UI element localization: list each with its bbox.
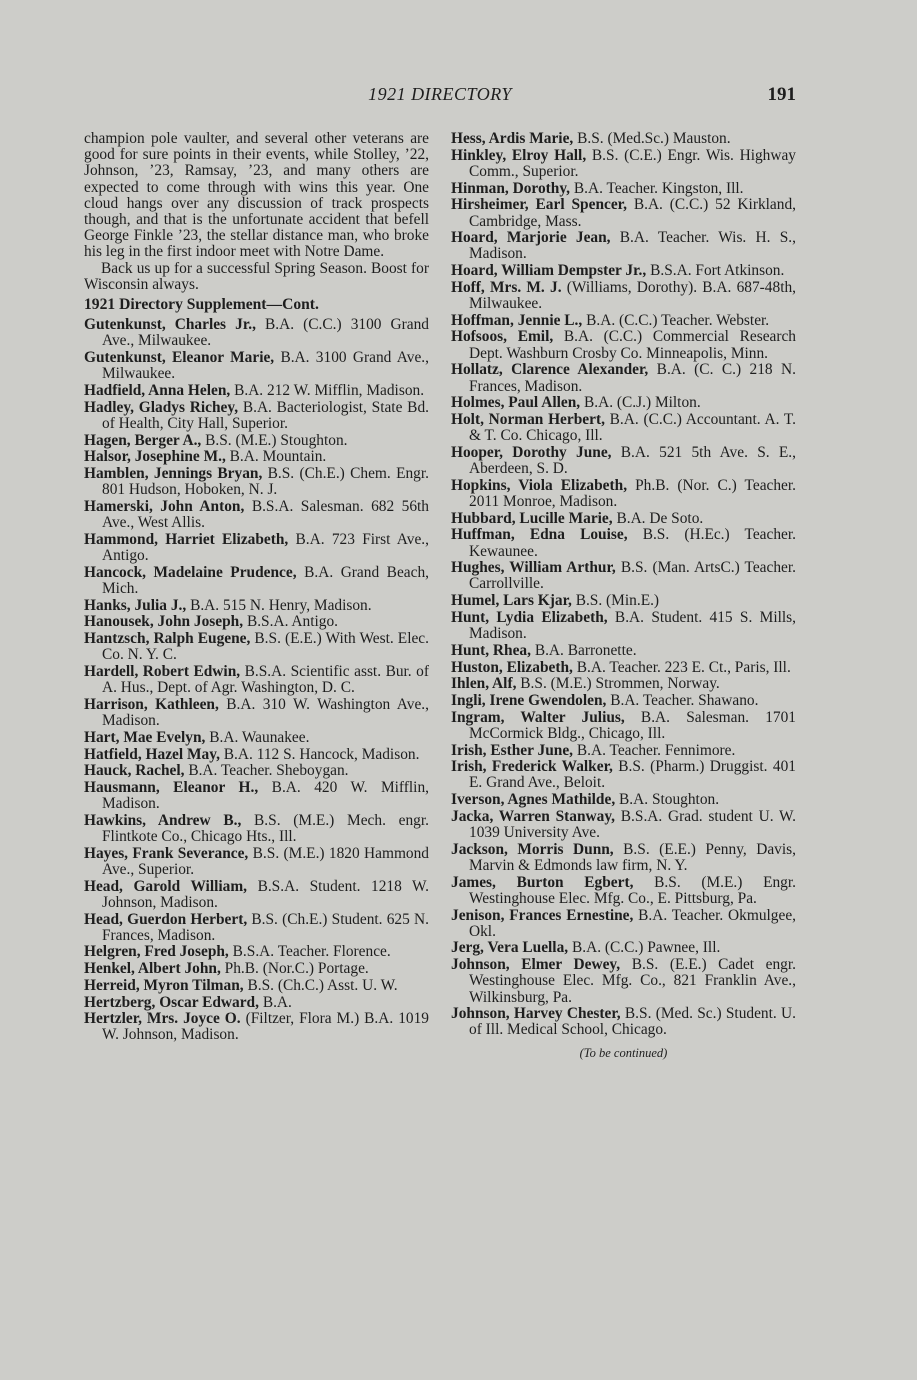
- directory-entry: [451, 759, 796, 791]
- entry-name: Gutenkunst, Eleanor Marie,: [84, 349, 275, 367]
- directory-entry: [451, 792, 796, 808]
- entry-details: B.S.A. Grad. student U. W. 1039 University Ave.: [469, 807, 796, 842]
- entry-details: B.A. (C.C.) Commercial Research Dept. Washburn Crosby Co. Minneapolis, Minn.: [469, 328, 797, 362]
- directory-entry: [451, 329, 796, 361]
- directory-entry: [84, 664, 429, 696]
- entry-details: B.S. (M.E.) Engr. Westinghouse Elec. Mfg. Co., E. Pittsburg, Pa.: [469, 873, 796, 907]
- entry-details: B.A. (C.C.) 3100 Grand Ave., Milwaukee.: [102, 316, 429, 350]
- directory-entry: [451, 610, 796, 642]
- entry-name: Hadfield, Anna Helen,: [84, 382, 231, 400]
- entry-name: Hausmann, Eleanor H.,: [84, 778, 259, 796]
- entry-details: Ph.B. (Nor.C.) Portage.: [220, 960, 369, 978]
- entry-name: Hamblen, Jennings Bryan,: [84, 465, 263, 483]
- directory-entry: [451, 560, 796, 592]
- directory-entry: [84, 565, 429, 597]
- entry-name: Hess, Ardis Marie,: [451, 130, 574, 147]
- entry-details: B.S. (M.E.) Mech. engr. Flintkote Co., Chicago Hts., Ill.: [102, 811, 429, 846]
- entry-name: Hardell, Robert Edwin,: [84, 663, 241, 680]
- entry-details: B.A.: [258, 993, 292, 1011]
- directory-entry: [84, 961, 429, 977]
- directory-entry: [451, 197, 796, 229]
- directory-entry: [451, 527, 796, 559]
- entry-details: B.A. 420 W. Mifflin, Madison.: [102, 778, 429, 813]
- entry-name: Huston, Elizabeth,: [451, 658, 573, 676]
- entry-details: B.A. Bacteriologist, State Bd. of Health, City Hall, Superior.: [102, 398, 429, 432]
- entry-details: B.A. 212 W. Mifflin, Madison.: [230, 382, 425, 400]
- entry-name: Herreid, Myron Tilman,: [84, 976, 244, 994]
- directory-entry: [451, 660, 796, 676]
- entry-details: B.A. Teacher. Kingston, Ill.: [570, 179, 744, 197]
- entry-name: Hoffman, Jennie L.,: [451, 311, 583, 329]
- continued-note: (To be continued): [579, 1045, 668, 1060]
- entry-details: B.A. Student. 415 S. Mills, Madison.: [469, 608, 796, 643]
- entry-name: Hanousek, John Joseph,: [84, 613, 244, 631]
- entry-name: Humel, Lars Kjar,: [451, 592, 572, 610]
- entry-name: Hoard, William Dempster Jr.,: [451, 262, 647, 280]
- entry-details: B.S. (M.E.) Stoughton.: [201, 431, 348, 449]
- entry-name: Hertzberg, Oscar Edward,: [84, 993, 259, 1011]
- entry-details: B.S.A. Antigo.: [243, 613, 339, 631]
- entry-details: B.A. (C.C.) Pawnee, Ill.: [568, 939, 721, 957]
- entry-name: Head, Garold William,: [84, 877, 248, 895]
- entry-details: B.S. (Ch.E.) Chem. Engr. 801 Hudson, Hoboken, N. J.: [102, 465, 429, 499]
- entry-details: B.A. 112 S. Hancock, Madison.: [219, 745, 420, 763]
- entry-details: B.A. Teacher. Shawano.: [606, 691, 759, 709]
- entry-name: Holmes, Paul Allen,: [451, 394, 581, 412]
- directory-entry: [84, 730, 429, 746]
- entry-details: B.S. (M.E.) Strommen, Norway.: [516, 675, 720, 693]
- entry-details: B.A. Teacher. Okmulgee, Okl.: [469, 906, 796, 940]
- entry-details: B.S.A. Teacher. Florence.: [228, 943, 391, 961]
- entry-details: B.A. (C.C.) 52 Kirkland, Cambridge, Mass.: [469, 196, 796, 230]
- directory-entry: [84, 780, 429, 812]
- entry-name: Hancock, Madelaine Prudence,: [84, 563, 297, 581]
- entry-details: B.A. (C.J.) Milton.: [580, 394, 701, 412]
- directory-entry: [451, 593, 796, 609]
- entry-name: Hoard, Marjorie Jean,: [451, 229, 611, 247]
- entry-details: B.S. (Ch.E.) Student. 625 N. Frances, Madison.: [102, 910, 429, 944]
- entry-details: B.S. (H.Ec.) Teacher. Kewaunee.: [469, 526, 796, 560]
- entry-name: Hunt, Lydia Elizabeth,: [451, 608, 608, 626]
- page-header: [84, 84, 796, 108]
- directory-entry: [84, 763, 429, 779]
- entry-name: Hertzler, Mrs. Joyce O.: [84, 1010, 241, 1028]
- entry-details: B.A. 723 First Ave., Antigo.: [102, 530, 430, 565]
- entry-details: B.S. (Med. Sc.) Student. U. of Ill. Medical School, Chicago.: [469, 1005, 796, 1039]
- entry-name: Hagen, Berger A.,: [84, 431, 202, 449]
- entry-name: Iverson, Agnes Mathilde,: [451, 791, 616, 809]
- directory-entry: [451, 809, 796, 841]
- entry-name: Jacka, Warren Stanway,: [451, 807, 616, 825]
- entry-details: B.S. (Min.E.): [571, 592, 660, 610]
- entry-name: Hammond, Harriet Elizabeth,: [84, 530, 289, 548]
- directory-entry: [451, 511, 796, 527]
- intro-paragraph: champion pole vaulter, and several other veterans are good for sure points in their events, while Stolley, ’22, Johnson, ’23, Ramsay, ’23, and many others are expected to come through with wins this year. One cloud hangs over any discussion of track prospects though, and that is the unfortunate accident that befell George Finkle ’23, the stellar distance man, who broke his leg in the first indoor meet with Notre Dame.: [84, 130, 429, 261]
- entry-name: James, Burton Egbert,: [451, 873, 634, 891]
- entry-details: (Williams, Dorothy). B.A. 687-48th, Milwaukee.: [469, 278, 797, 313]
- directory-entry: [84, 532, 429, 564]
- entry-details: B.S. (E.E.) Penny, Davis, Marvin & Edmonds law firm, N. Y.: [469, 840, 796, 874]
- entry-details: B.A. De Soto.: [612, 509, 704, 527]
- directory-entry: [451, 181, 796, 197]
- directory-entry: [451, 908, 796, 940]
- entry-name: Holt, Norman Herbert,: [451, 410, 605, 428]
- entry-details: B.A. 515 N. Henry, Madison.: [186, 596, 372, 614]
- directory-entry: [451, 313, 796, 329]
- entry-name: Huffman, Edna Louise,: [451, 526, 628, 544]
- entry-details: B.S.A. Student. 1218 W. Johnson, Madison.: [102, 877, 429, 911]
- directory-entry: [451, 131, 796, 147]
- directory-entry: [84, 912, 429, 944]
- directory-entry: [451, 957, 796, 1006]
- directory-entry: [84, 383, 429, 399]
- entry-name: Irish, Esther June,: [451, 741, 574, 759]
- directory-entry: [84, 350, 429, 382]
- directory-entry: [451, 280, 796, 312]
- directory-entry: [451, 643, 796, 659]
- directory-entry: [451, 148, 796, 180]
- entry-name: Hofsoos, Emil,: [451, 328, 554, 346]
- entry-details: B.S. (E.E.) With West. Elec. Co. N. Y. C.: [102, 630, 429, 664]
- entry-name: Hinkley, Elroy Hall,: [451, 146, 587, 164]
- left-column: [84, 131, 429, 1044]
- entry-name: Ingram, Walter Julius,: [451, 708, 625, 726]
- entry-name: Irish, Frederick Walker,: [451, 758, 613, 776]
- directory-entry: [84, 978, 429, 994]
- directory-entry: [451, 445, 796, 477]
- entry-name: Hantzsch, Ralph Eugene,: [84, 630, 251, 648]
- directory-entry: [84, 1011, 429, 1043]
- directory-entry: [451, 676, 796, 692]
- entry-details: B.S. (Ch.C.) Asst. U. W.: [243, 976, 398, 994]
- entry-details: B.A. Salesman. 1701 McCormick Bldg., Chicago, Ill.: [469, 708, 796, 742]
- entry-name: Jenison, Frances Ernestine,: [451, 906, 634, 924]
- entry-details: B.A. Teacher. Wis. H. S., Madison.: [469, 229, 796, 263]
- directory-entry: [451, 743, 796, 759]
- entry-name: Jackson, Morris Dunn,: [451, 840, 614, 858]
- directory-entry: [84, 433, 429, 449]
- directory-entry: [84, 995, 429, 1011]
- entry-name: Helgren, Fred Joseph,: [84, 943, 229, 961]
- section-heading: 1921 Directory Supplement—Cont.: [84, 296, 319, 314]
- entry-details: B.S. (E.E.) Cadet engr. Westinghouse Elec. Mfg. Co., 821 Franklin Ave., Wilkinsburg, Pa.: [469, 956, 796, 1006]
- directory-entry: [451, 693, 796, 709]
- entry-details: B.A. Waunakee.: [205, 728, 310, 746]
- directory-list-left: [84, 317, 429, 1043]
- entry-details: B.A. 310 W. Washington Ave., Madison.: [102, 695, 429, 730]
- intro-paragraph: Back us up for a successful Spring Season. Boost for Wisconsin always.: [84, 259, 429, 293]
- entry-name: Ihlen, Alf,: [451, 675, 517, 693]
- entry-details: B.S. (C.E.) Engr. Wis. Highway Comm., Superior.: [469, 146, 796, 180]
- directory-entry: [84, 400, 429, 432]
- entry-details: Ph.B. (Nor. C.) Teacher. 2011 Monroe, Madison.: [469, 476, 796, 510]
- entry-details: B.S.A. Salesman. 682 56th Ave., West Allis.: [102, 497, 429, 532]
- entry-details: B.S. (Man. ArtsC.) Teacher. Carrollville.: [469, 559, 796, 593]
- directory-entry: [84, 697, 429, 729]
- directory-list-right: [451, 131, 796, 1039]
- directory-entry: [84, 499, 429, 531]
- entry-name: Hinman, Dorothy,: [451, 179, 571, 197]
- entry-name: Hollatz, Clarence Alexander,: [451, 361, 649, 379]
- entry-name: Hunt, Rhea,: [451, 641, 531, 659]
- entry-details: B.A. Barronette.: [530, 641, 637, 659]
- directory-entry: [451, 362, 796, 394]
- directory-entry: [84, 747, 429, 763]
- entry-details: B.A. 3100 Grand Ave., Milwaukee.: [102, 349, 429, 383]
- directory-entry: [451, 940, 796, 956]
- entry-name: Hamerski, John Anton,: [84, 497, 245, 515]
- entry-name: Harrison, Kathleen,: [84, 695, 219, 713]
- entry-name: Hawkins, Andrew B.,: [84, 811, 242, 829]
- entry-details: B.A. Teacher. Sheboygan.: [184, 762, 349, 780]
- right-column: [451, 131, 796, 1061]
- entry-name: Hopkins, Viola Elizabeth,: [451, 476, 628, 494]
- entry-name: Hughes, William Arthur,: [451, 559, 616, 577]
- entry-name: Hart, Mae Evelyn,: [84, 728, 206, 746]
- entry-details: B.S.A. Scientific asst. Bur. of A. Hus., Dept. of Agr. Washington, D. C.: [102, 663, 429, 697]
- entry-details: B.S. (Med.Sc.) Mauston.: [573, 130, 731, 147]
- entry-name: Jerg, Vera Luella,: [451, 939, 569, 957]
- directory-entry: [451, 710, 796, 742]
- entry-name: Hirsheimer, Earl Spencer,: [451, 196, 627, 214]
- entry-details: B.A. (C. C.) 218 N. Frances, Madison.: [469, 361, 796, 395]
- directory-entry: [451, 478, 796, 510]
- entry-details: B.S. (M.E.) 1820 Hammond Ave., Superior.: [102, 844, 429, 878]
- directory-entry: [84, 631, 429, 663]
- entry-details: B.A. Teacher. 223 E. Ct., Paris, Ill.: [572, 658, 791, 676]
- directory-entry: [84, 614, 429, 630]
- directory-entry: [451, 230, 796, 262]
- entry-name: Hubbard, Lucille Marie,: [451, 509, 613, 527]
- entry-details: B.S.A. Fort Atkinson.: [646, 262, 785, 280]
- entry-name: Gutenkunst, Charles Jr.,: [84, 316, 256, 334]
- entry-name: Johnson, Harvey Chester,: [451, 1005, 621, 1023]
- directory-entry: [451, 1006, 796, 1038]
- directory-entry: [84, 944, 429, 960]
- entry-name: Head, Guerdon Herbert,: [84, 910, 248, 928]
- entry-details: B.A. 521 5th Ave. S. E., Aberdeen, S. D.: [469, 443, 796, 478]
- directory-entry: [84, 317, 429, 349]
- directory-entry: [84, 598, 429, 614]
- entry-details: B.A. Stoughton.: [615, 791, 720, 809]
- directory-entry: [84, 879, 429, 911]
- directory-entry: [451, 842, 796, 874]
- directory-entry: [451, 875, 796, 907]
- entry-name: Hooper, Dorothy June,: [451, 443, 612, 461]
- entry-name: Johnson, Elmer Dewey,: [451, 956, 621, 974]
- page-number: 191: [767, 84, 796, 105]
- entry-details: B.A. Mountain.: [225, 448, 327, 466]
- entry-details: (Filtzer, Flora M.) B.A. 1019 W. Johnson, Madison.: [102, 1010, 429, 1044]
- entry-name: Hayes, Frank Severance,: [84, 844, 249, 862]
- entry-details: B.A. Teacher. Fennimore.: [573, 741, 736, 759]
- entry-name: Halsor, Josephine M.,: [84, 448, 226, 466]
- entry-name: Ingli, Irene Gwendolen,: [451, 691, 607, 709]
- running-title: 1921 DIRECTORY: [368, 84, 512, 104]
- directory-entry: [451, 412, 796, 444]
- entry-details: B.A. (C.C.) Teacher. Webster.: [582, 311, 770, 329]
- directory-entry: [451, 395, 796, 411]
- entry-details: B.A. Grand Beach, Mich.: [102, 563, 429, 597]
- directory-entry: [84, 846, 429, 878]
- directory-entry: [84, 449, 429, 465]
- entry-name: Hadley, Gladys Richey,: [84, 398, 239, 416]
- entry-details: B.S. (Pharm.) Druggist. 401 E. Grand Ave., Beloit.: [469, 758, 796, 792]
- entry-name: Hoff, Mrs. M. J.: [451, 278, 562, 296]
- directory-entry: [451, 263, 796, 279]
- entry-name: Hauck, Rachel,: [84, 762, 185, 780]
- entry-name: Henkel, Albert John,: [84, 960, 221, 978]
- entry-name: Hatfield, Hazel May,: [84, 745, 220, 763]
- directory-entry: [84, 466, 429, 498]
- entry-details: B.A. (C.C.) Accountant. A. T. & T. Co. Chicago, Ill.: [469, 410, 796, 445]
- entry-name: Hanks, Julia J.,: [84, 596, 187, 614]
- directory-entry: [84, 813, 429, 845]
